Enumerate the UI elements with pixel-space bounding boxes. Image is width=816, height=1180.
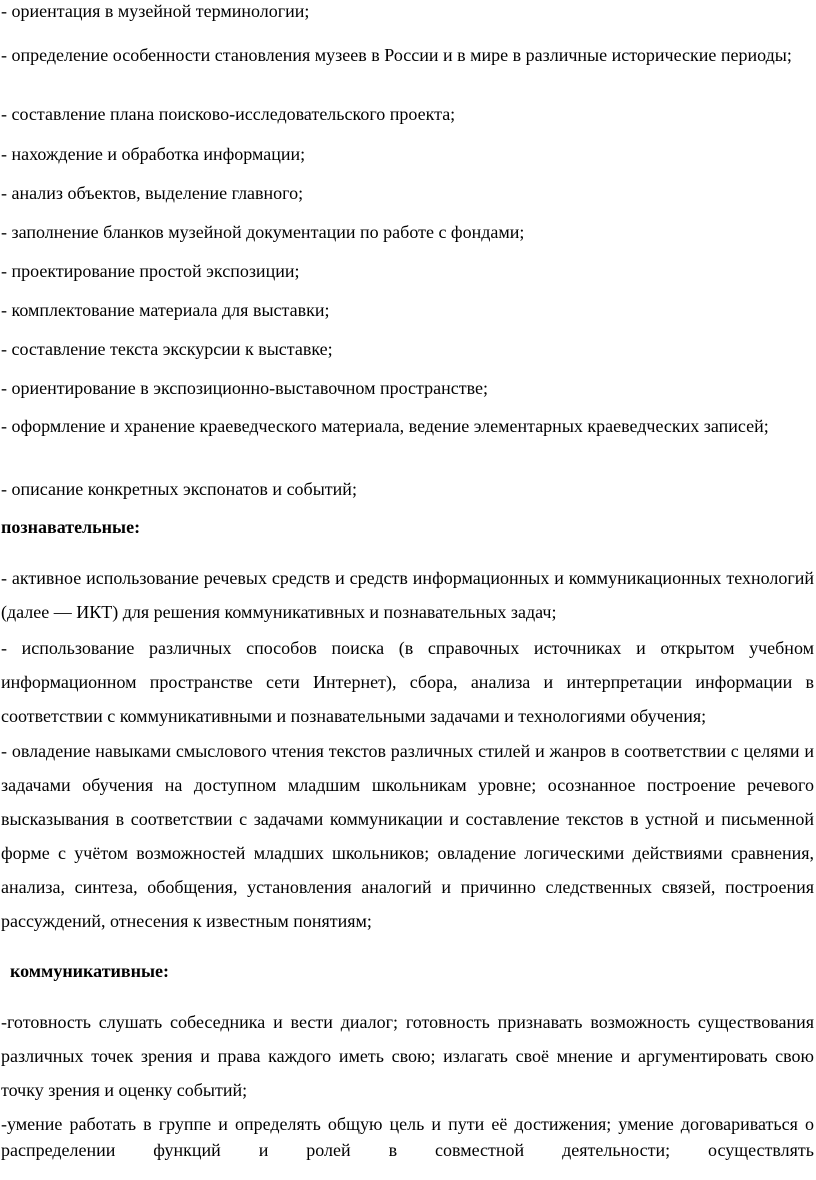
section-heading-communicative: коммуникативные: — [10, 961, 170, 981]
list-item: - составление текста экскурсии к выставке; — [1, 339, 333, 359]
list-item: - овладение навыками смыслового чтения текстов различных стилей и жанров в соответствии с целями и задачами обучения на доступном младшим школьникам уровне; осознанное построение речевого высказывания в соответствии с задачами коммуникации и составление текстов в устной и письменной форме с учётом возможностей младших школьников; овладение логическими действиями сравнения, анализа, синтеза, обобщения, установления аналогий и причинно следственных связей, построения рассуждений, отнесения к известным понятиям; — [1, 741, 814, 931]
list-item: - заполнение бланков музейной документации по работе с фондами; — [1, 222, 525, 242]
list-item: - использование различных способов поиска (в справочных источниках и открытом учебном информационном пространстве сети Интернет), сбора, анализа и интерпретации информации в соответствии с коммуникативными и познавательными задачами и технологиями обучения; — [1, 638, 814, 726]
list-item: - активное использование речевых средств и средств информационных и коммуникационных технологий (далее — ИКТ) для решения коммуникативных и познавательных задач; — [1, 568, 814, 622]
list-item: - определение особенности становления музеев в России и в мире в различные исторические периоды; — [1, 45, 792, 65]
list-item: - описание конкретных экспонатов и событий; — [1, 479, 357, 499]
list-item: - оформление и хранение краеведческого материала, ведение элементарных краеведческих записей; — [1, 416, 769, 436]
list-item: - ориентация в музейной терминологии; — [1, 1, 310, 21]
list-item: -умение работать в группе и определять общую цель и пути её достижения; умение договариваться о распределении функций и ролей в совместной деятельности; осуществлять — [1, 1114, 814, 1160]
list-item: - нахождение и обработка информации; — [1, 144, 306, 164]
list-item: - проектирование простой экспозиции; — [1, 261, 300, 281]
list-item: -готовность слушать собеседника и вести диалог; готовность признавать возможность существования различных точек зрения и права каждого иметь свою; излагать своё мнение и аргументировать свою точку зрения и оценку событий; — [1, 1012, 814, 1100]
list-item: - анализ объектов, выделение главного; — [1, 183, 304, 203]
list-item: - составление плана поисково-исследовательского проекта; — [1, 104, 456, 124]
list-item: - комплектование материала для выставки; — [1, 300, 330, 320]
section-heading-cognitive: познавательные: — [1, 517, 141, 537]
list-item: - ориентирование в экспозиционно-выставочном пространстве; — [1, 378, 488, 398]
